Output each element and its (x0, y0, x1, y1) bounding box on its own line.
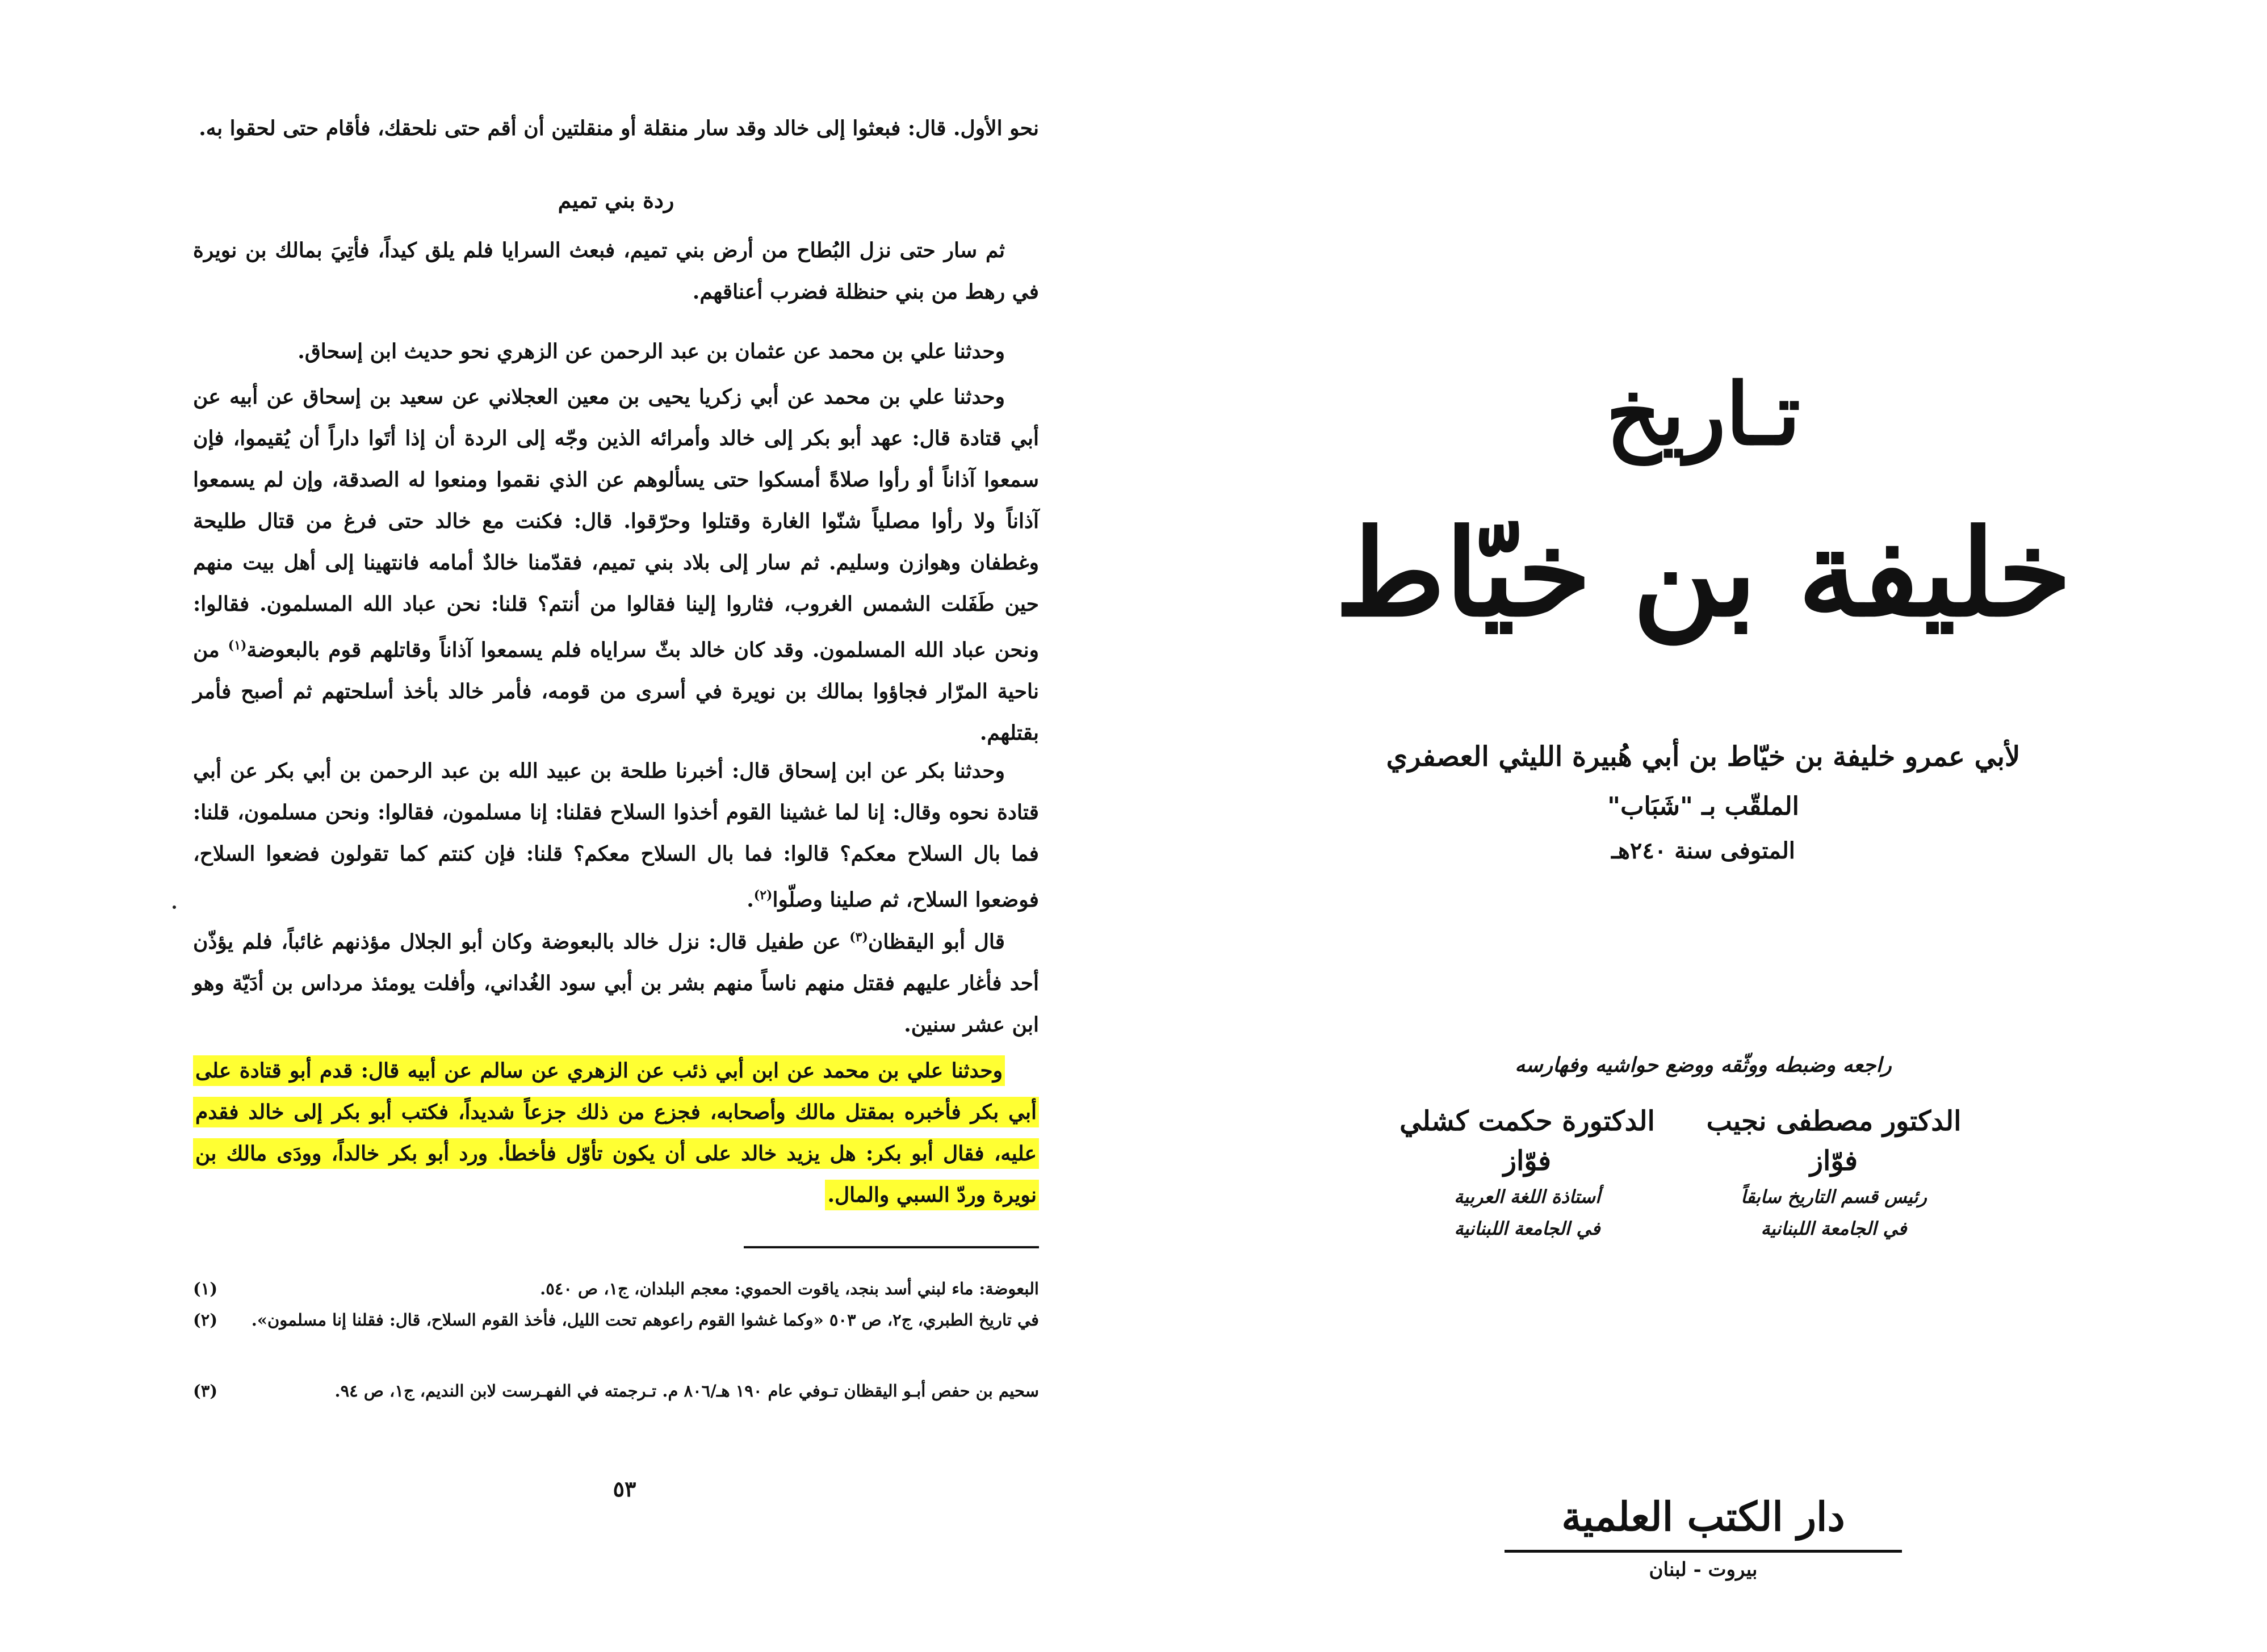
paragraph-5 (193, 750, 1039, 921)
editor-1-name: الدكتور مصطفى نجيب فوّاز (1706, 1105, 1962, 1177)
paragraph-4 (193, 376, 1039, 754)
section-heading: ردة بني تميم (558, 187, 674, 213)
publisher-rule (1505, 1550, 1902, 1553)
editor-2 (1397, 1101, 1658, 1244)
footnote-1 (193, 1274, 1039, 1303)
paragraph-7-highlighted (193, 1050, 1039, 1216)
book-title-word-2: خليفة بن خيّاط (1335, 503, 2072, 643)
paragraph-1: نحو الأول. قال: فبعثوا إلى خالد وقد سار منقلة أو منقلتين أن أقم حتى نلحقك، فأقام حتى لحقوا به. (199, 116, 1039, 140)
author-death-year: المتوفى سنة ٢٤٠هـ (1611, 837, 1795, 864)
paragraph-6-text-b: عن طفيل قال: نزل خالد بالبعوضة وكان أبو الجلال مؤذنهم غائباً، فلم يؤذّن أحد فأغار عليهم فقتل منهم ناساً منهم بشر بن أبي سود الغُداني، وأفلت يومئذ مرداس بن أدَيّة وهو ابن عشر سنين. (193, 930, 1039, 1037)
paragraph-5-text-a: وحدثنا بكر عن ابن إسحاق قال: أخبرنا طلحة بن عبيد الله بن عبد الرحمن بن أبي بكر عن أبي قتادة نحوه وقال: إنا لما غشينا القوم أخذوا السلاح فقلنا: إنا مسلمون، فقالوا: ونحن مسلمون، قلنا: فما بال السلاح معكم؟ قالوا: فما بال السلاح معكم؟ قلنا: فإن كنتم كما تقولون فضعوا السلاح، فوضعوا السلاح، ثم صلينا وصلّوا (193, 759, 1039, 912)
publisher-logo: دار الكتب العلمية (1561, 1493, 1845, 1540)
paragraph-2: ثم سار حتى نزل البُطاح من أرض بني تميم، فبعث السرايا فلم يلق كيداً، فأتِيَ بمالك بن نويرة في رهط من بني حنظلة فضرب أعناقهم. (193, 238, 1039, 304)
paragraph-5-text-b: . (747, 888, 754, 912)
editor-1-title: رئيس قسم التاريخ سابقاً (1741, 1186, 1927, 1207)
paragraph-4-text-b: من ناحية المرّار فجاؤوا بمالك بن نويرة في أسرى من قومه، فأمر خالد بأخذ أسلحتهم ثم أصبح فأمر بقتلهم. (193, 638, 1039, 745)
paragraph-6 (193, 917, 1039, 1046)
highlighted-text[interactable]: وحدثنا علي بن محمد عن ابن أبي ذئب عن الزهري عن سالم عن أبيه قال: قدم أبو قتادة على أبي بكر فأخبره بمقتل مالك وأصحابه، فجزع من ذلك جزعاً شديداً، فكتب أبو بكر إلى خالد فقدم عليه، فقال أبو بكر: هل يزيد خالد على أن يكون تأوّل فأخطأ. ورد أبو بكر خالداً، وودَى مالك بن نويرة وردّ السبي والمال. (193, 1055, 1039, 1210)
footnote-ref-2: (٢) (753, 888, 773, 903)
paragraph-4-text-a: وحدثنا علي بن محمد عن أبي زكريا يحيى بن معين العجلاني عن سعيد بن إسحاق عن أبيه عن أبي قتادة قال: عهد أبو بكر إلى خالد وأمرائه الذين وجّه إلى الردة أن إذا أتَوا داراً أن يُقيموا، فإن سمعوا آذاناً أو رأوا صلاةً أمسكوا حتى يسألوهم عن الذي نقموا ومنعوا له الصدقة، وإن لم يسمعوا آذاناً ولا رأوا مصلياً شنّوا الغارة وقتلوا وحرّقوا. قال: فكنت مع خالد حتى فرغ من قتال طليحة وغطفان وهوازن وسليم. ثم سار إلى بلاد بني تميم، فقدّمنا خالدٌ أمامه فانتهينا إلى أهل بيت منهم حين طَفَلت الشمس الغروب، فثاروا إلينا فقالوا من أنتم؟ قلنا: نحن عباد الله المسلمون. فقالوا: ونحن عباد الله المسلمون. وقد كان خالد بثّ سراياه فلم يسمعوا آذاناً وقاتلهم قوم بالبعوضة (193, 385, 1039, 662)
footnote-separator (744, 1246, 1039, 1248)
page-number: ٥٣ (613, 1476, 636, 1502)
footnote-number: (٣) (193, 1381, 218, 1401)
title-page (1135, 0, 2267, 1652)
book-title-word-1: تـاريخ (1606, 364, 1801, 464)
publisher-place: بيروت - لبنان (1649, 1558, 1758, 1581)
paragraph-3: وحدثنا علي بن محمد عن عثمان بن عبد الرحمن عن الزهري نحو حديث ابن إسحاق. (297, 339, 1005, 363)
footnote-3 (193, 1377, 1039, 1405)
editor-2-affiliation: في الجامعة اللبنانية (1454, 1218, 1600, 1239)
author-nickname: الملقّب بـ "شَبَاب" (1607, 792, 1799, 821)
stray-dot (173, 905, 176, 909)
author-full-name: لأبي عمرو خليفة بن خيّاط بن أبي هُبيرة الليثي العصفري (1386, 741, 2021, 773)
footnote-number: (٢) (193, 1310, 218, 1330)
editor-1 (1703, 1101, 1964, 1244)
footnote-2 (193, 1306, 1039, 1334)
editor-2-title: أستاذة اللغة العربية (1454, 1186, 1600, 1207)
editor-2-name: الدكتورة حكمت كشلي فوّاز (1399, 1105, 1655, 1177)
footnote-ref-3: (٣) (849, 930, 868, 945)
footnote-text: البعوضة: ماء لبني أسد بنجد، ياقوت الحموي: معجم البلدان، ج١، ص ٥٤٠. (540, 1279, 1039, 1298)
editing-credit: راجعه وضبطه ووثّقه ووضع حواشيه وفهارسه (1515, 1053, 1892, 1077)
footnote-text: سحيم بن حفص أبـو اليقظان تـوفي عام ١٩٠ هـ/٨٠٦ م. تـرجمته في الفهـرست لابن النديم، ج١، ص ٩٤. (334, 1381, 1039, 1401)
editor-1-affiliation: في الجامعة اللبنانية (1761, 1218, 1907, 1239)
footnote-ref-1: (١) (228, 638, 247, 653)
paragraph-6-text-a: قال أبو اليقظان (868, 930, 1005, 954)
footnote-text: في تاريخ الطبري، ج٢، ص ٥٠٣ «وكما غشوا القوم راعوهم تحت الليل، فأخذ القوم السلاح، قال: فقلنا إنا مسلمون». (251, 1310, 1039, 1330)
footnote-number: (١) (193, 1279, 218, 1298)
